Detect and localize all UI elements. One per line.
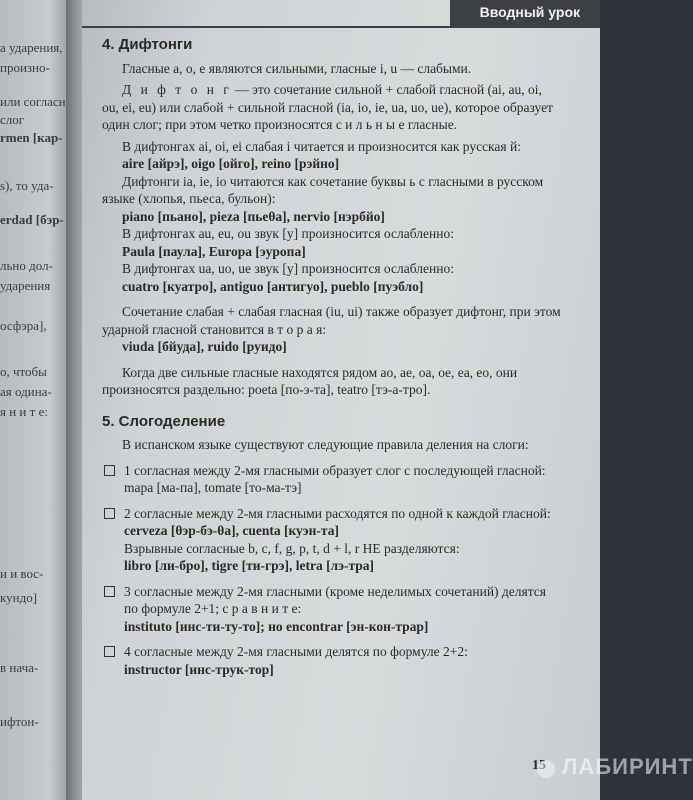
checkbox-icon	[104, 586, 115, 597]
left-page-line: ая одина-	[0, 384, 52, 399]
left-page-line: кундо]	[0, 590, 38, 605]
rule-paragraph: В дифтонгах ai, oi, ei слабая i читается и произносится как русская й:	[122, 138, 521, 154]
definition-paragraph	[102, 81, 562, 134]
rule-paragraph: В дифтонгах au, eu, ou звук [у] произносится ослабленно:	[122, 226, 454, 241]
examples: aire [айрэ], oigo [ойго], reino [рэйно]	[122, 156, 340, 171]
list-item	[102, 643, 562, 678]
section-title-syllables: 5. Слогоделение	[102, 412, 226, 430]
list-item	[102, 505, 562, 575]
watermark: ЛАБИРИНТ	[562, 754, 693, 779]
left-page-line: произно-	[0, 60, 50, 75]
left-page-line: в нача-	[0, 660, 39, 675]
checkbox-icon	[104, 646, 115, 657]
left-page-line: или согласн	[0, 94, 66, 109]
section-title-diphthongs: 4. Дифтонги	[102, 36, 193, 53]
book-page	[82, 0, 693, 800]
definition-term: Д и ф т о н г	[122, 82, 232, 97]
list-item-examples: cerveza [θэр-бэ-θа], cuenta [куэн-та]	[124, 523, 339, 538]
list-item-note: Взрывные согласные b, c, f, g, p, t, d + l, r НЕ разделяются:	[124, 540, 460, 556]
list-item-text: 1 согласная между 2-мя гласными образует слог с последующей гласной: mapa [ма-па], tomate [то-ма-тэ]	[124, 462, 546, 495]
rule-paragraph: В дифтонгах ua, uo, ue звук [у] произносится ослабленно:	[122, 261, 454, 276]
left-page-line: s), то уда-	[0, 178, 54, 193]
rule-paragraph: Сочетание слабая + слабая гласная (iu, ui) также образует дифтонг, при этом ударной гласной становится в т о р а я:	[102, 304, 561, 337]
left-page-line: а ударения,	[0, 40, 63, 55]
left-page-line: erdad [бэр-	[0, 212, 64, 227]
list-item	[102, 583, 562, 636]
list-item-examples: instructor [инс-трук-тор]	[124, 661, 274, 677]
list-item-examples: instituto [инс-ти-ту-то]; но encontrar [эн-кон-трар]	[124, 618, 429, 634]
left-page-line: слог	[0, 112, 25, 127]
definition-tail: с и л ь н ы е гласные.	[335, 117, 458, 132]
left-page-line: я н и т е:	[0, 404, 48, 419]
list-item	[102, 462, 562, 497]
list-item-examples: libro [ли-бро], tigre [ти-грэ], letra [лэ-тра]	[124, 558, 375, 573]
left-page-line: ифтон-	[0, 714, 39, 729]
page-number: 15	[532, 758, 546, 773]
left-page	[0, 0, 70, 800]
examples: piano [пьано], pieza [пьеθа], nervio [нэрбйо]	[122, 208, 385, 224]
left-page-line: осфэра],	[0, 318, 47, 333]
page-header: Вводный урок	[479, 4, 580, 20]
examples: Paula [паула], Europa [эуропа]	[122, 243, 306, 259]
rule-paragraph: Дифтонги ia, ie, io читаются как сочетание буквы ь с гласными в русском языке (хлопья, пьеса, бульон):	[102, 173, 544, 206]
left-page-line: ударения	[0, 278, 51, 293]
list-item-text: 3 согласные между 2-мя гласными (кроме неделимых сочетаний) делятся по формуле 2+1; с р а в н и т е:	[124, 583, 546, 616]
left-page-line: о, чтобы	[0, 364, 47, 379]
list-item-text: 2 согласные между 2-мя гласными расходятся по одной к каждой гласной:	[124, 505, 551, 521]
rule-paragraph: Когда две сильные гласные находятся рядом ao, ae, oa, oe, ea, eo, они произносятся раздельно: poeta [по-э-та], teatro [тэ-а-тро].	[102, 364, 518, 397]
list-item-text: 4 согласные между 2-мя гласными делятся по формуле 2+2:	[124, 644, 468, 659]
header-rule	[82, 26, 600, 28]
left-page-line: льно дол-	[0, 258, 53, 273]
checkbox-icon	[104, 508, 115, 519]
paragraph: Гласные a, o, e являются сильными, гласные i, u — слабыми.	[122, 60, 472, 76]
examples: cuatro [куатро], antiguo [антигуо], pueblo [пуэбло]	[122, 278, 424, 294]
left-page-line: rmen [кар-	[0, 130, 63, 145]
page-content	[102, 36, 562, 678]
definition-text: — это сочетание сильной + слабой гласной (ai, au, oi, ou, ei, eu) или слабой + сильной гласной (ia, io, ie, ua, uo, ue), которое образует один слог; при этом четко произносятся	[102, 82, 553, 132]
examples: viuda [бйуда], ruido [руидо]	[122, 339, 287, 354]
left-page-line: и и вос-	[0, 566, 44, 581]
watermark-logo-icon	[537, 760, 555, 778]
paragraph: В испанском языке существуют следующие правила деления на слоги:	[122, 437, 529, 452]
checkbox-icon	[104, 465, 115, 476]
